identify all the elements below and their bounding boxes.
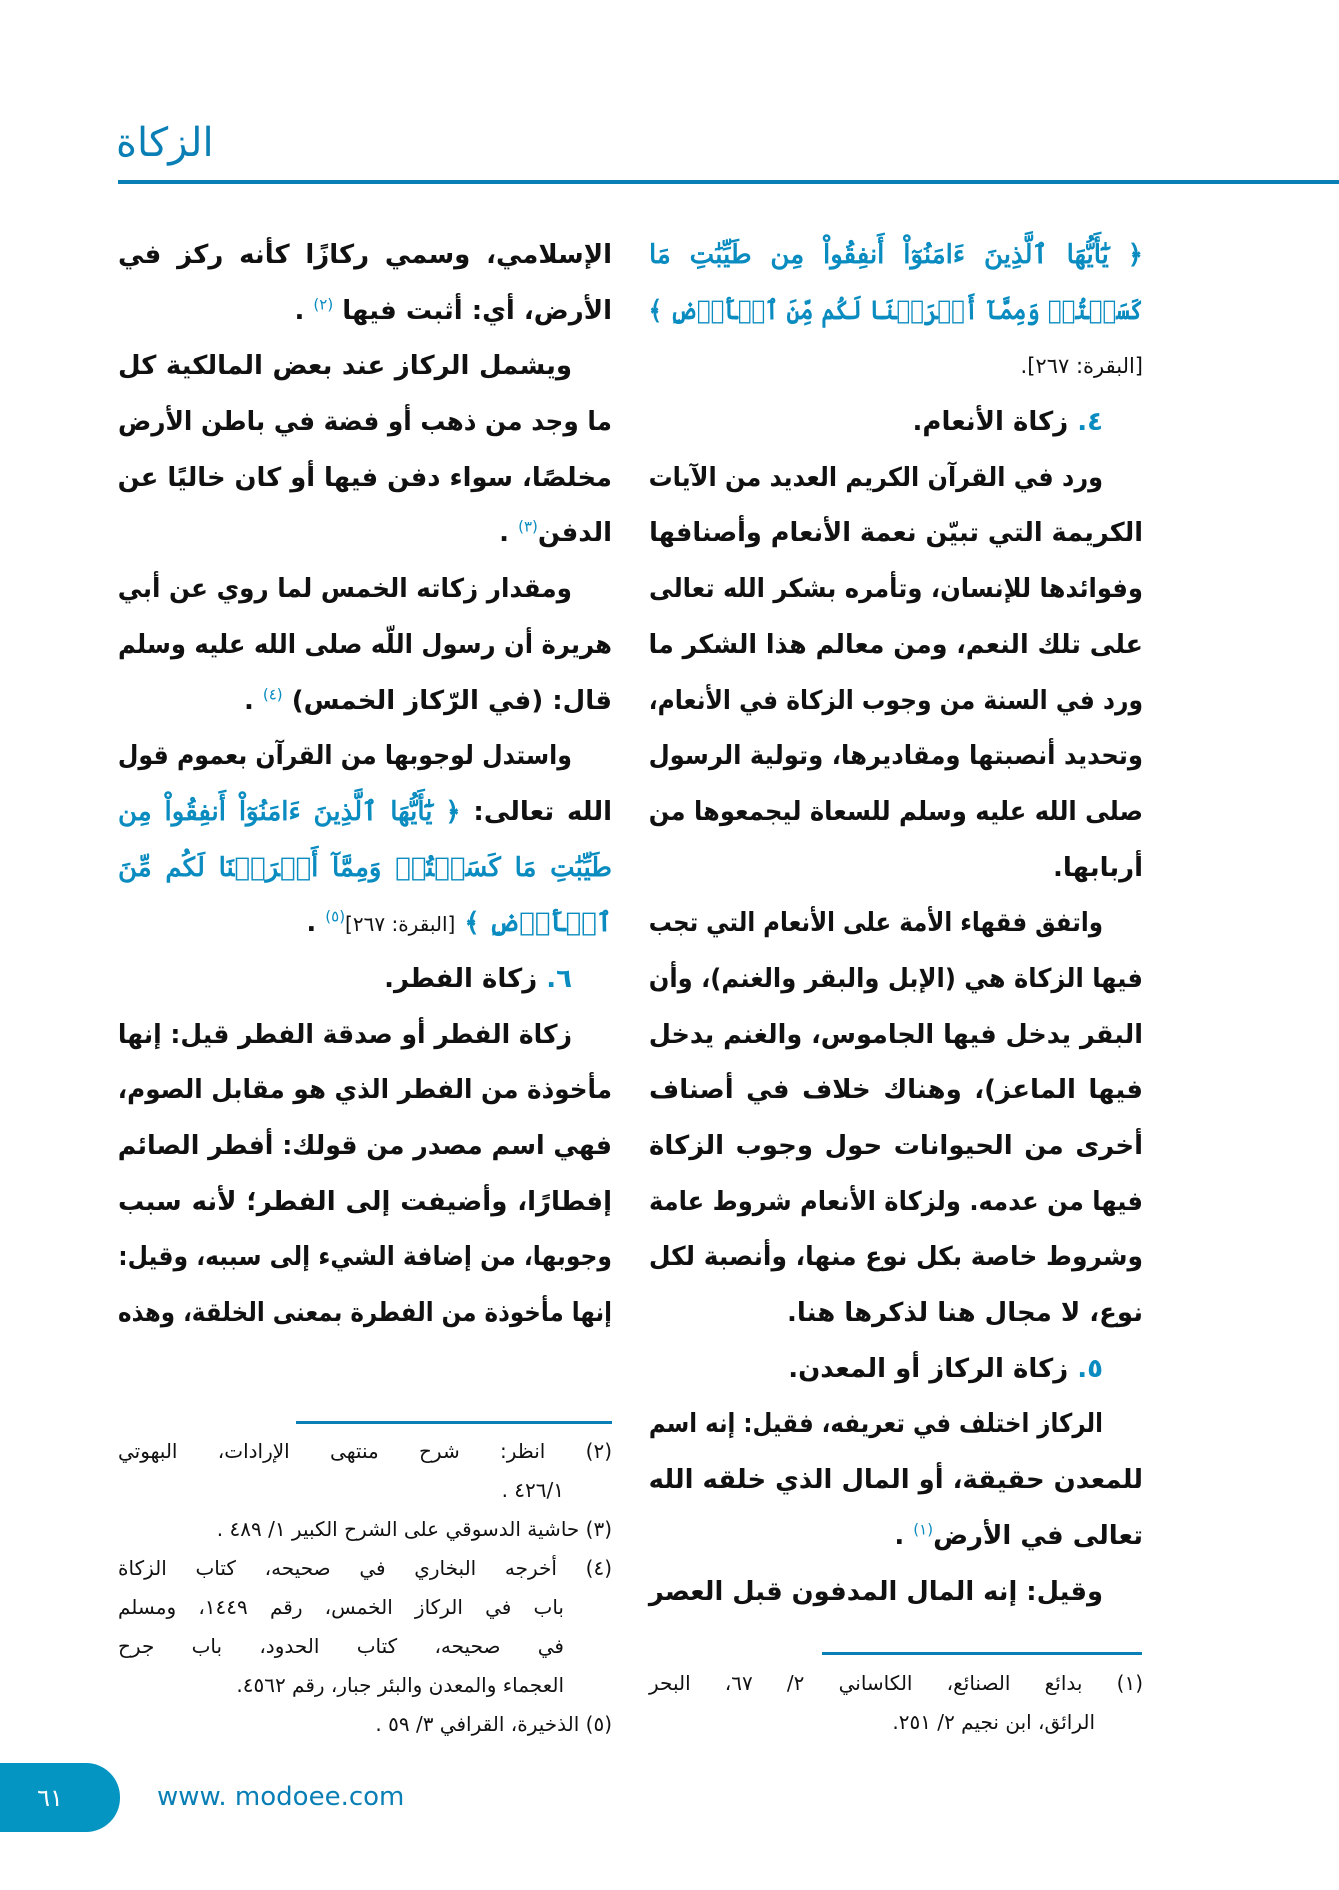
- text-line: [649, 506, 1143, 562]
- text: الكريمة التي تبيّن نعمة الأنعام وأصنافها: [649, 518, 1143, 549]
- text: إنها مأخوذة من الفطرة بمعنى الخلقة، وهذه: [118, 1298, 612, 1329]
- text: على تلك النعم، ومن معالم هذا الشكر ما: [648, 629, 1143, 660]
- text: الركاز اختلف في تعريفه، فقيل: إنه اسم: [648, 1409, 1103, 1440]
- text-line-content: [913, 395, 1103, 451]
- text-line-content: [894, 1509, 1143, 1565]
- text: مأخوذة من الفطر الذي هو مقابل الصوم،: [117, 1075, 612, 1106]
- left-column: [118, 228, 612, 1342]
- text: الدفن: [537, 518, 612, 549]
- text: زكاة الفطر أو صدقة الفطر قيل: إنها: [117, 1019, 572, 1050]
- section-number: ٤.: [1068, 407, 1103, 438]
- website-url[interactable]: www. modoee.com: [157, 1782, 405, 1812]
- text: [البقرة: ٢٦٧]: [345, 912, 456, 937]
- text-line-content: [649, 228, 1143, 284]
- text-line: [649, 1230, 1143, 1286]
- footnote-line: [118, 1471, 612, 1510]
- text: للمعدن حقيقة، أو المال الذي خلقه الله: [648, 1465, 1143, 1496]
- text-line: [649, 1453, 1143, 1509]
- text-line: [649, 339, 1143, 395]
- text-line-content: [648, 1008, 1143, 1064]
- text: ورد في السنة من وجوب الزكاة في الأنعام،: [648, 685, 1143, 716]
- text-line-content: [788, 1342, 1103, 1398]
- text: فيها الماعز)، وهناك خلاف في أصناف: [649, 1075, 1143, 1106]
- text-line: [118, 1063, 612, 1119]
- footnote-ref[interactable]: (٤): [262, 684, 283, 703]
- text-line: [649, 952, 1143, 1008]
- text-line: [118, 841, 612, 897]
- text-line: [118, 729, 612, 785]
- text-line-content: [118, 228, 612, 284]
- footnote-text: (٤) أخرجه البخاري في صحيحه، كتاب الزكاة: [118, 1556, 612, 1580]
- footnote-line: [118, 1705, 612, 1744]
- text-line: [649, 1063, 1143, 1119]
- footnote-line: [118, 1627, 612, 1666]
- text-line: [649, 674, 1143, 730]
- text-line-content: [118, 841, 612, 897]
- text: تعالى في الأرض: [933, 1520, 1143, 1551]
- text-line: [649, 1397, 1143, 1453]
- text-line: [649, 841, 1143, 897]
- text-line-content: [117, 1008, 572, 1064]
- text-line-content: [118, 785, 612, 841]
- text-line: [118, 785, 612, 841]
- footnote-ref[interactable]: (٢): [313, 295, 334, 314]
- text: أخرى من الحيوانات حول وجوب الزكاة: [649, 1131, 1143, 1161]
- quran-verse: كَسَبۡتُمۡ وَمِمَّآ أَخۡرَجۡنَا لَكُم مِّنَ ٱلۡأَرۡضِ ﴾: [648, 295, 1143, 326]
- text-line-content: [648, 674, 1143, 730]
- footnote-line: [118, 1549, 612, 1588]
- text: ما وجد من ذهب أو فضة في باطن الأرض: [117, 407, 612, 438]
- text-line: [649, 451, 1143, 507]
- text-line-content: [648, 896, 1103, 952]
- text-line: [649, 1286, 1143, 1342]
- text: زكاة الركاز أو المعدن.: [788, 1353, 1069, 1384]
- text-line: [118, 395, 612, 451]
- text: .: [306, 908, 326, 939]
- footnote-text: (٥) الذخيرة، القرافي ٣/ ٥٩ .: [375, 1712, 612, 1736]
- text: أربابها.: [1053, 852, 1143, 883]
- text-line: [118, 618, 612, 674]
- text-line: [118, 506, 612, 562]
- text-line-content: [294, 284, 612, 340]
- footnote-text: باب في الركاز الخمس، رقم ١٤٤٩، ومسلم: [118, 1595, 564, 1619]
- text-line-content: [117, 395, 612, 451]
- text-line-content: [118, 1175, 612, 1231]
- text: .: [894, 1520, 914, 1551]
- text: إفطارًا، وأضيفت إلى الفطر؛ لأنه سبب: [118, 1186, 612, 1217]
- text-line-content: [306, 896, 612, 953]
- text-line-content: [649, 562, 1143, 618]
- text: وقيل: إنه المال المدفون قبل العصر: [648, 1576, 1103, 1607]
- footnote-text: ٤٢٦/١ .: [501, 1478, 564, 1502]
- text-line-content: [648, 618, 1143, 674]
- header-divider: [118, 180, 1339, 184]
- text: واستدل لوجوبها من القرآن بعموم قول: [117, 741, 572, 772]
- quran-verse: ﴿ يَٰٓأَيُّهَا ٱلَّذِينَ ءَامَنُوٓاْ أَنفِقُواْ مِن طَيِّبَٰتِ مَا: [649, 240, 1143, 270]
- quran-verse: ﴿ يَٰٓأَيُّهَا ٱلَّذِينَ ءَامَنُوٓاْ أَنفِقُواْ مِن: [118, 796, 461, 827]
- text-line-content: [384, 952, 572, 1008]
- text: زكاة الفطر.: [384, 963, 538, 994]
- text-line: [118, 952, 612, 1008]
- text: واتفق فقهاء الأمة على الأنعام التي تجب: [648, 908, 1103, 939]
- text: .: [499, 518, 519, 549]
- footnote-line: [118, 1510, 612, 1549]
- right-column: [649, 228, 1143, 1620]
- text-line: [118, 284, 612, 340]
- text-line-content: [649, 506, 1143, 562]
- text-line: [118, 228, 612, 284]
- text-line-content: [648, 785, 1143, 841]
- text-line: [649, 1342, 1143, 1398]
- footnote-line: [118, 1666, 612, 1705]
- page-number-badge: [0, 1763, 120, 1832]
- text-line: [118, 896, 612, 952]
- footnote-divider-left: [296, 1421, 612, 1424]
- footnotes-right: [649, 1664, 1143, 1742]
- footnote-line: [649, 1703, 1143, 1742]
- text: ومقدار زكاته الخمس لما روي عن أبي: [117, 574, 572, 605]
- text-line-content: [787, 1286, 1143, 1342]
- text-line-content: [649, 1119, 1143, 1175]
- text-line: [649, 1509, 1143, 1565]
- text-line-content: [499, 506, 612, 562]
- text: زكاة الأنعام.: [912, 407, 1069, 438]
- text-line: [118, 1008, 612, 1064]
- text-line: [118, 339, 612, 395]
- text-line-content: [118, 1286, 612, 1342]
- footnote-ref[interactable]: (١): [913, 1520, 934, 1539]
- text: الله تعالى:: [460, 796, 612, 827]
- text-line: [649, 1119, 1143, 1175]
- text: الإسلامي، وسمي ركازًا كأنه ركز في: [118, 240, 612, 270]
- text-line: [649, 896, 1143, 952]
- text-line: [649, 284, 1143, 340]
- chapter-title: الزكاة: [116, 120, 214, 166]
- footnote-text: في صحيحه، كتاب الحدود، باب جرح: [118, 1634, 564, 1658]
- text: وتحديد أنصبتها ومقاديرها، وتولية الرسول: [648, 741, 1143, 772]
- text-line-content: [117, 1063, 612, 1119]
- text: وشروط خاصة بكل نوع منها، وأنصبة لكل: [648, 1242, 1143, 1273]
- text-line-content: [117, 451, 612, 507]
- quran-verse: ٱلۡأَرۡضِ ﴾: [455, 908, 612, 939]
- text: ويشمل الركاز عند بعض المالكية كل: [118, 351, 572, 382]
- text: .: [294, 295, 314, 326]
- text-line-content: [118, 1230, 612, 1286]
- text-line: [118, 1286, 612, 1342]
- text-line-content: [648, 1175, 1143, 1231]
- text-line: [118, 451, 612, 507]
- text: مخلصًا، سواء دفن فيها أو كان خاليًا عن: [117, 462, 612, 493]
- page-number: ٦١: [37, 1783, 63, 1812]
- text: .: [243, 685, 263, 716]
- text: نوع، لا مجال هنا لذكرها هنا.: [786, 1298, 1143, 1329]
- text: فيها من عدمه. ولزكاة الأنعام شروط عامة: [648, 1186, 1143, 1217]
- text-line: [118, 1230, 612, 1286]
- text: فهي اسم مصدر من قولك: أفطر الصائم: [117, 1131, 612, 1161]
- text-line-content: [648, 729, 1143, 785]
- footnote-ref[interactable]: (٥): [325, 907, 346, 926]
- text-line: [649, 1175, 1143, 1231]
- text-line: [649, 785, 1143, 841]
- text-line: [118, 1175, 612, 1231]
- footnote-line: [118, 1432, 612, 1471]
- text-line-content: [118, 339, 572, 395]
- text-line: [649, 395, 1143, 451]
- footnote-text: العجماء والمعدن والبئر جبار، رقم ٤٥٦٢.: [236, 1673, 564, 1697]
- text: قال: (في الرّكاز الخمس): [282, 685, 612, 716]
- text-line-content: [649, 1063, 1143, 1119]
- footnote-line: [118, 1588, 612, 1627]
- text-line-content: [648, 952, 1143, 1008]
- text: وجوبها، من إضافة الشيء إلى سببه، وقيل:: [118, 1242, 612, 1273]
- text-line: [118, 674, 612, 730]
- text-line: [649, 562, 1143, 618]
- text-line-content: [117, 729, 572, 785]
- text-line-content: [1021, 339, 1143, 395]
- text: هريرة أن رسول اللّه صلى الله عليه وسلم: [118, 629, 613, 660]
- text-line-content: [118, 618, 613, 674]
- text: صلى الله عليه وسلم للسعاة ليجمعوها من: [648, 796, 1143, 827]
- footnote-text: (٣) حاشية الدسوقي على الشرح الكبير ١/ ٤٨٩ .: [216, 1517, 612, 1541]
- text: وفوائدها للإنسان، وتأمره بشكر الله تعالى: [649, 574, 1143, 605]
- text-line-content: [117, 562, 572, 618]
- text-line: [649, 1565, 1143, 1621]
- text-line-content: [117, 1119, 612, 1175]
- quran-verse: طَيِّبَٰتِ مَا كَسَبۡتُمۡ وَمِمَّآ أَخۡرَجۡنَا لَكُم مِّنَ: [118, 852, 612, 883]
- text-line-content: [244, 674, 612, 730]
- footnote-divider-right: [822, 1652, 1142, 1655]
- footnote-ref[interactable]: (٣): [518, 517, 538, 536]
- footnotes-left: [118, 1432, 612, 1744]
- footnote-text: (١) بدائع الصنائع، الكاساني ٢/ ٦٧، البحر: [649, 1671, 1143, 1695]
- text-line-content: [648, 1230, 1143, 1286]
- text: فيها الزكاة هي (الإبل والبقر والغنم)، وأن: [648, 963, 1143, 994]
- footnote-text: (٢) انظر: شرح منتهى الإرادات، البهوتي: [118, 1439, 612, 1463]
- text: ورد في القرآن الكريم العديد من الآيات: [648, 462, 1103, 493]
- section-number: ٦.: [537, 963, 572, 994]
- text-line-content: [648, 1565, 1103, 1621]
- text-line-content: [1053, 841, 1143, 897]
- text-line: [649, 618, 1143, 674]
- text-line-content: [648, 284, 1143, 340]
- footnote-text: الرائق، ابن نجيم ٢/ ٢٥١.: [892, 1710, 1095, 1734]
- text: الأرض، أي: أثبت فيها: [333, 295, 612, 326]
- text-line-content: [648, 1397, 1103, 1453]
- text: البقر يدخل فيها الجاموس، والغنم يدخل: [648, 1019, 1143, 1050]
- text-line: [118, 1119, 612, 1175]
- text-line: [118, 562, 612, 618]
- text-line: [649, 1008, 1143, 1064]
- text-line-content: [648, 451, 1103, 507]
- text-line: [649, 729, 1143, 785]
- section-number: ٥.: [1068, 1353, 1103, 1384]
- text: [البقرة: ٢٦٧].: [1020, 354, 1143, 379]
- text-line: [649, 228, 1143, 284]
- text-line-content: [648, 1453, 1143, 1509]
- footnote-line: [649, 1664, 1143, 1703]
